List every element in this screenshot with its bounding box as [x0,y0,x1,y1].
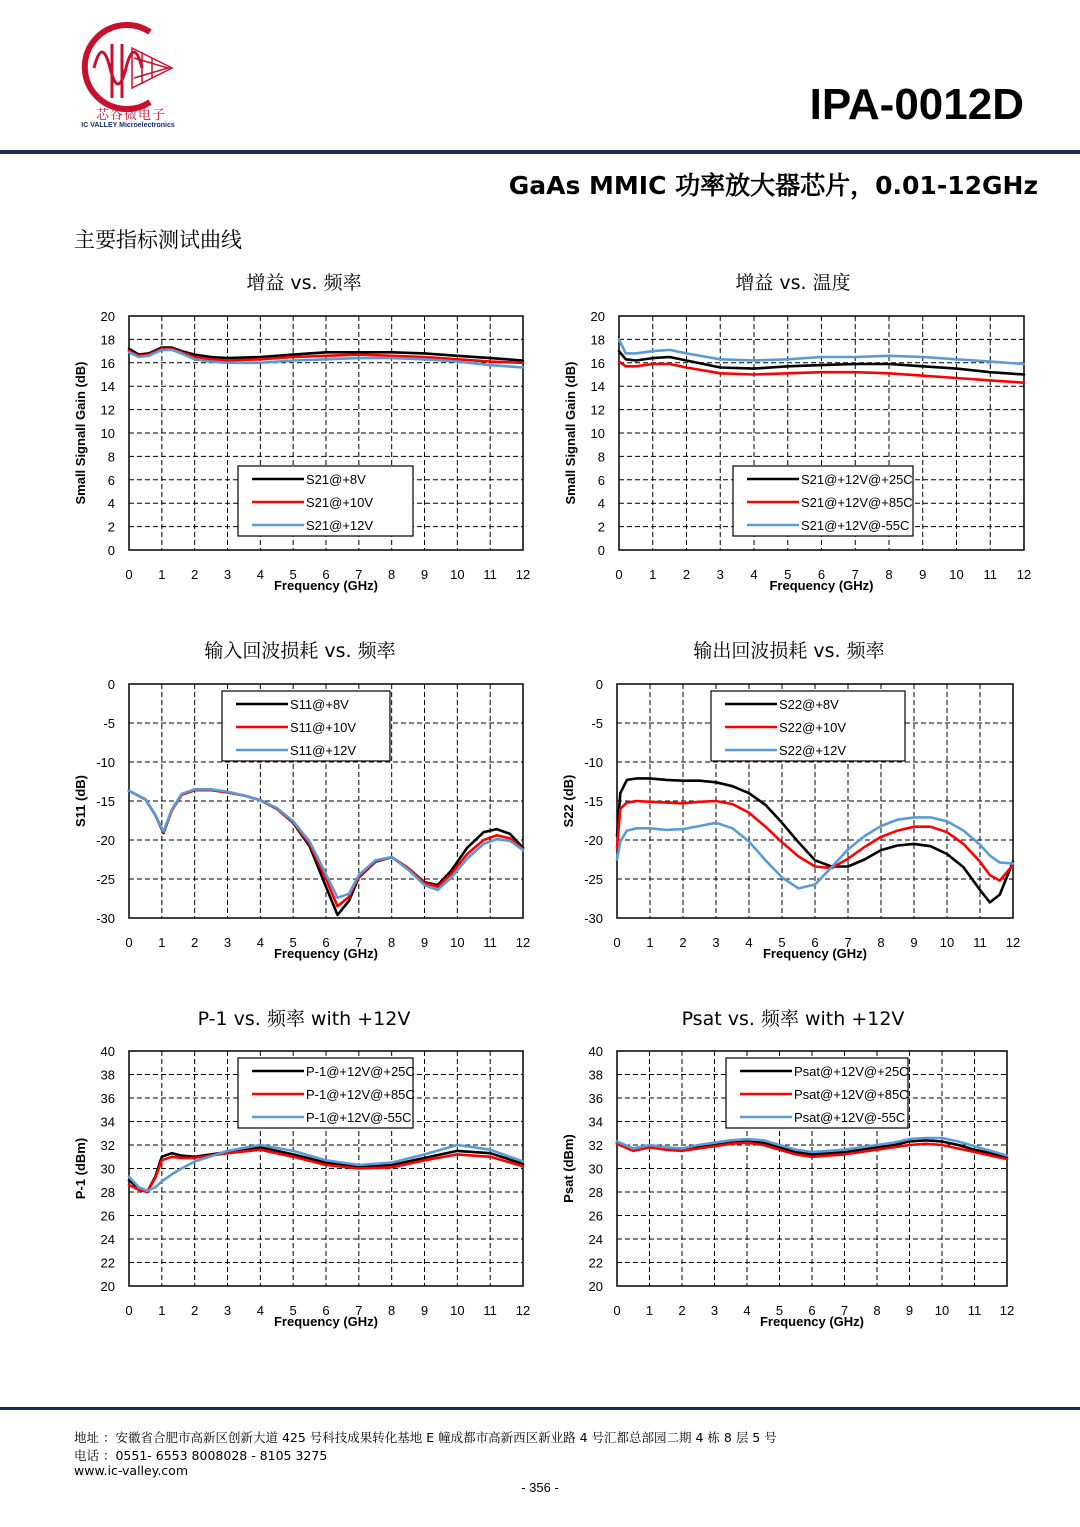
x-tick-label: 1 [158,1303,166,1318]
x-tick-label: 0 [613,1303,621,1318]
chart-title-gain-vs-temp: 增益 vs. 温度 [735,272,851,294]
x-tick-label: 0 [125,935,133,950]
legend-entry: S21@+12V@+25C [801,472,913,487]
x-tick-label: 5 [784,567,792,582]
y-tick-label: 14 [590,379,605,395]
x-tick-label: 12 [515,1303,531,1318]
x-tick-label: 6 [322,935,330,950]
legend-entry: S21@+12V [306,518,374,533]
x-tick-label: 7 [355,567,363,582]
x-tick-label: 8 [873,1303,881,1318]
x-axis-label: Frequency (GHz) [273,946,379,961]
y-tick-label: 40 [100,1044,115,1059]
y-tick-label: -10 [584,755,603,770]
x-tick-label: 1 [646,935,654,950]
y-axis-label: Small Signall Gain (dB) [563,361,578,505]
y-axis-label: S11 (dB) [73,774,88,828]
x-tick-label: 4 [750,567,758,582]
x-tick-label: 9 [910,935,918,950]
x-tick-label: 4 [743,1303,751,1318]
y-tick-label: 32 [100,1138,115,1153]
y-tick-label: 2 [107,519,115,535]
x-tick-label: 0 [613,935,621,950]
x-tick-label: 0 [125,567,133,582]
x-tick-label: 2 [191,567,199,582]
x-tick-label: 12 [1005,935,1021,950]
x-axis-label: Frequency (GHz) [759,1314,865,1329]
y-axis-label: P-1 (dBm) [73,1137,88,1200]
x-tick-label: 4 [256,1303,264,1318]
legend-entry: P-1@+12V@-55C [306,1110,412,1125]
x-tick-label: 5 [289,567,297,582]
y-tick-label: 20 [588,1279,603,1294]
x-tick-label: 11 [483,935,497,950]
y-tick-label: -5 [103,716,115,731]
x-tick-label: 2 [678,1303,686,1318]
x-tick-label: 8 [388,1303,396,1318]
x-tick-label: 7 [355,935,363,950]
y-tick-label: 2 [597,519,605,535]
x-tick-label: 3 [710,1303,719,1318]
legend-entry: S11@+12V [290,743,357,758]
legend-entry: S11@+8V [290,697,349,712]
x-tick-label: 5 [289,1303,297,1318]
legend-entry: S11@+10V [290,720,357,735]
x-tick-label: 8 [388,567,396,582]
logo-english-name: IC VALLEY Microelectronics [81,122,175,129]
y-tick-label: 0 [597,543,605,558]
part-number: IPA-0012D [809,80,1024,129]
y-tick-label: 4 [597,496,605,512]
y-tick-label: -10 [96,755,115,770]
y-tick-label: 16 [100,355,115,371]
legend-entry: S21@+12V@+85C [801,495,913,510]
y-tick-label: 24 [588,1232,603,1247]
y-tick-label: 30 [100,1161,115,1177]
y-tick-label: 16 [590,355,605,371]
y-tick-label: 12 [590,402,605,418]
y-tick-label: 34 [100,1114,115,1130]
page-number: - 356 - [521,1480,559,1495]
x-tick-label: 10 [949,567,964,582]
x-tick-label: 11 [483,1303,497,1318]
x-tick-label: 5 [775,1303,784,1318]
footer-address: 地址 ：安徽省合肥市高新区创新大道 425 号科技成果转化基地 E 幢成都市高新西区新业路 4 号汇都总部园二期 4 栋 8 层 5 号 [74,1430,777,1445]
x-tick-label: 4 [256,567,264,582]
x-tick-label: 10 [934,1303,950,1318]
y-tick-label: -25 [584,872,603,887]
y-tick-label: 6 [597,472,605,488]
chart-title-p1: P-1 vs. 频率 with +12V [197,1008,411,1030]
legend-entry: S22@+12V [779,743,847,758]
y-tick-label: 20 [100,1279,115,1294]
x-tick-label: 7 [851,567,859,582]
y-tick-label: 20 [590,309,605,324]
x-tick-label: 8 [388,935,396,950]
x-tick-label: 1 [649,567,657,582]
x-tick-label: 9 [420,1303,429,1318]
x-tick-label: 12 [515,935,531,950]
x-tick-label: 10 [450,1303,465,1318]
y-tick-label: 38 [588,1067,603,1083]
y-tick-label: -20 [584,833,603,848]
y-tick-label: 26 [100,1208,115,1224]
legend-entry: P-1@+12V@+85C [306,1087,415,1102]
y-tick-label: 12 [100,402,115,418]
x-tick-label: 3 [223,567,232,582]
chart-title-s11: 输入回波损耗 vs. 频率 [204,640,396,662]
x-tick-label: 9 [905,1303,914,1318]
chart-title-gain-vs-freq: 增益 vs. 频率 [246,272,362,294]
y-tick-label: -30 [96,911,115,926]
x-tick-label: 7 [840,1303,849,1318]
x-axis-label: Frequency (GHz) [273,578,379,593]
x-tick-label: 11 [967,1303,982,1318]
x-tick-label: 3 [716,567,724,582]
legend-entry: S21@+8V [306,472,366,487]
y-tick-label: 40 [588,1044,603,1059]
y-tick-label: 20 [100,309,115,324]
x-axis-label: Frequency (GHz) [769,578,874,593]
y-tick-label: 6 [107,472,115,488]
x-tick-label: 6 [808,1303,816,1318]
y-tick-label: 22 [100,1255,115,1271]
x-tick-label: 6 [811,935,819,950]
footer-rule [0,1407,1080,1410]
x-tick-label: 6 [322,1303,330,1318]
product-subtitle: GaAs MMIC 功率放大器芯片，0.01-12GHz [508,171,1038,200]
x-tick-label: 2 [679,935,687,950]
y-tick-label: -5 [591,716,603,731]
y-tick-label: -20 [96,833,115,848]
x-tick-label: 2 [191,935,199,950]
y-axis-label: S22 (dB) [561,774,576,828]
x-tick-label: 5 [289,935,297,950]
x-tick-label: 5 [778,935,786,950]
y-tick-label: 0 [107,677,115,692]
x-tick-label: 10 [450,567,465,582]
y-tick-label: -15 [96,794,115,809]
y-tick-label: 36 [100,1091,115,1106]
footer-phone: 电话 ：0551- 6553 8008028 - 8105 3275 [74,1448,328,1463]
y-tick-label: 22 [588,1255,603,1271]
x-tick-label: 3 [712,935,720,950]
x-tick-label: 6 [817,567,826,582]
x-axis-label: Frequency (GHz) [762,946,868,961]
x-tick-label: 2 [682,567,691,582]
legend-entry: S21@+10V [306,495,374,510]
x-tick-label: 1 [158,935,166,950]
y-tick-label: 38 [100,1067,115,1083]
x-tick-label: 12 [515,567,531,582]
x-tick-label: 0 [125,1303,133,1318]
y-axis-label: Psat (dBm) [561,1134,576,1203]
legend-entry: Psat@+12V@+25C [794,1064,909,1079]
y-tick-label: -30 [584,911,603,926]
x-tick-label: 10 [939,935,955,950]
y-tick-label: 18 [100,332,115,348]
legend-entry: S21@+12V@-55C [801,518,910,533]
x-tick-label: 12 [1016,567,1032,582]
y-tick-label: -25 [96,872,115,887]
y-tick-label: 26 [588,1208,603,1224]
section-title: 主要指标测试曲线 [74,228,242,252]
x-tick-label: 9 [420,935,429,950]
y-tick-label: 24 [100,1232,115,1247]
y-tick-label: 0 [595,677,603,692]
y-tick-label: 10 [100,426,115,441]
y-tick-label: 10 [590,426,605,441]
x-tick-label: 8 [877,935,885,950]
x-axis-label: Frequency (GHz) [273,1314,379,1329]
x-tick-label: 0 [615,567,623,582]
x-tick-label: 3 [223,1303,232,1318]
y-tick-label: 8 [597,449,605,465]
x-tick-label: 7 [355,1303,363,1318]
y-tick-label: 4 [107,496,115,512]
y-tick-label: 14 [100,379,115,395]
x-tick-label: 1 [158,567,166,582]
x-tick-label: 7 [844,935,852,950]
y-tick-label: -15 [584,794,603,809]
x-tick-label: 3 [223,935,232,950]
y-tick-label: 32 [588,1138,603,1153]
footer-website[interactable]: www.ic-valley.com [74,1463,188,1478]
chart-title-s22: 输出回波损耗 vs. 频率 [693,640,885,662]
x-tick-label: 9 [919,567,927,582]
y-tick-label: 28 [588,1185,603,1200]
chart-title-psat: Psat vs. 频率 with +12V [681,1008,905,1030]
x-tick-label: 4 [256,935,264,950]
y-axis-label: Small Signall Gain (dB) [73,361,88,505]
y-tick-label: 18 [590,332,605,348]
logo-chinese-name: 芯谷微电子 [95,108,166,123]
y-tick-label: 28 [100,1185,115,1200]
legend-entry: Psat@+12V@+85C [794,1087,909,1102]
y-tick-label: 36 [588,1091,603,1106]
x-tick-label: 11 [483,567,497,582]
x-tick-label: 4 [745,935,753,950]
x-tick-label: 11 [973,935,987,950]
x-tick-label: 8 [885,567,893,582]
legend-entry: S22@+10V [779,720,847,735]
y-tick-label: 34 [588,1114,603,1130]
x-tick-label: 1 [645,1303,654,1318]
x-tick-label: 6 [322,567,330,582]
x-tick-label: 2 [191,1303,199,1318]
x-tick-label: 9 [420,567,429,582]
y-tick-label: 30 [588,1161,603,1177]
x-tick-label: 10 [450,935,465,950]
x-tick-label: 12 [999,1303,1015,1318]
legend-entry: P-1@+12V@+25C [306,1064,415,1079]
y-tick-label: 8 [107,449,115,465]
legend-entry: Psat@+12V@-55C [794,1110,906,1125]
x-tick-label: 11 [983,567,997,582]
y-tick-label: 0 [107,543,115,558]
legend-entry: S22@+8V [779,697,839,712]
